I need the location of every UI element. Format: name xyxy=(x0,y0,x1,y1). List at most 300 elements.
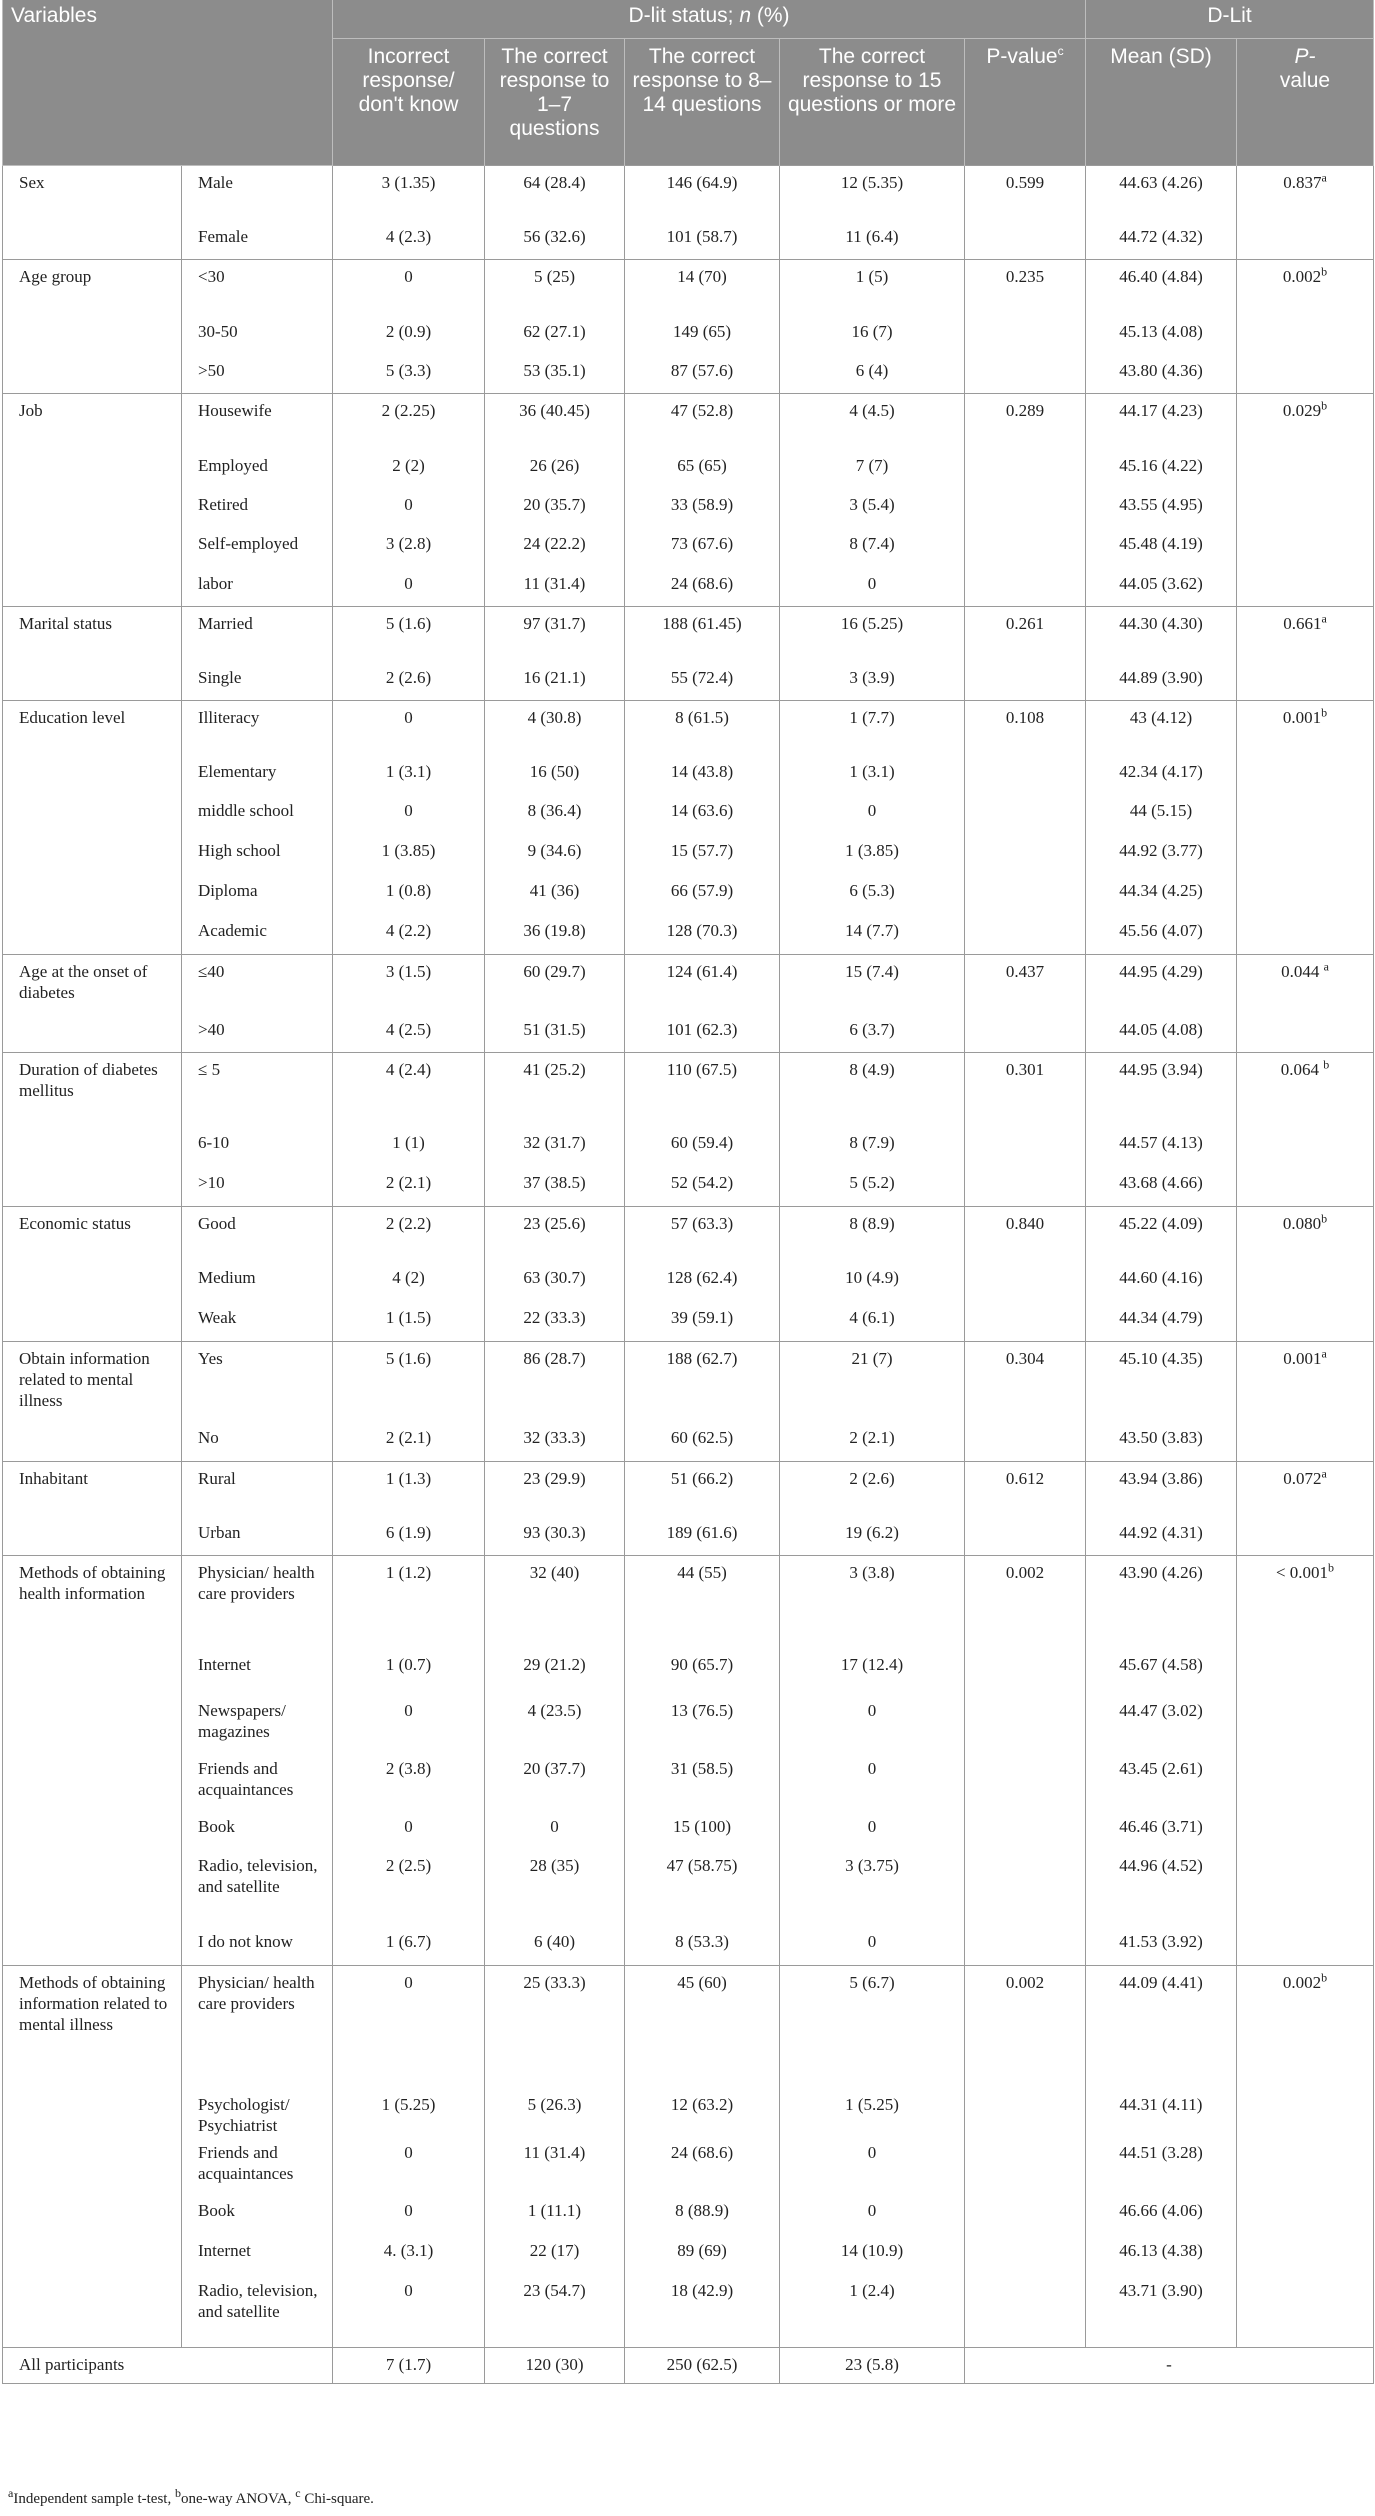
cell-p2-value: 0.661 xyxy=(1283,614,1322,633)
cell-15: 8 (7.4) xyxy=(780,527,965,567)
cell-1-7: 23 (54.7) xyxy=(485,2274,625,2348)
table-row xyxy=(3,755,1374,794)
cell-p2 xyxy=(1237,1207,1374,1342)
row-sub-label: >10 xyxy=(182,1166,333,1207)
cell-8-14: 188 (62.7) xyxy=(625,1342,780,1421)
row-sub-label: Housewife xyxy=(182,394,333,449)
cell-pvalue: 0.612 xyxy=(965,1462,1086,1556)
cell-8-14: 18 (42.9) xyxy=(625,2274,780,2348)
row-group-label: Sex xyxy=(3,166,182,260)
dlit-table xyxy=(2,0,1374,2384)
cell-pvalue: 0.289 xyxy=(965,394,1086,607)
cell-incorrect: 0 xyxy=(333,794,485,834)
cell-1-7: 63 (30.7) xyxy=(485,1261,625,1301)
cell-incorrect: 1 (1.5) xyxy=(333,1301,485,1342)
table-row xyxy=(3,1810,1374,1849)
cell-1-7: 64 (28.4) xyxy=(485,166,625,220)
table-row xyxy=(3,1694,1374,1752)
cell-incorrect: 5 (1.6) xyxy=(333,607,485,661)
row-sub-label: Radio, television, and satellite xyxy=(182,2274,333,2348)
footnote-a-text: Independent sample t-test, xyxy=(13,2491,175,2507)
table-row xyxy=(3,1849,1374,1925)
cell-incorrect: 4 (2.3) xyxy=(333,220,485,260)
table-body xyxy=(3,166,1374,2384)
cell-p2 xyxy=(1237,1556,1374,1966)
cell-8-14: 24 (68.6) xyxy=(625,2136,780,2194)
cell-1-7: 28 (35) xyxy=(485,1849,625,1925)
cell-8-14: 128 (62.4) xyxy=(625,1261,780,1301)
cell-8-14: 51 (66.2) xyxy=(625,1462,780,1516)
cell-mean: 44.31 (4.11) xyxy=(1086,2088,1237,2136)
table-row xyxy=(3,220,1374,260)
footnote-a-sup: a xyxy=(8,2486,14,2500)
cell-mean: 45.56 (4.07) xyxy=(1086,914,1237,955)
cell-1-7: 41 (25.2) xyxy=(485,1053,625,1126)
table-row xyxy=(3,1556,1374,1648)
cell-15: 6 (5.3) xyxy=(780,874,965,914)
row-sub-label: Academic xyxy=(182,914,333,955)
table-row xyxy=(3,1166,1374,1207)
cell-pvalue: 0.301 xyxy=(965,1053,1086,1207)
table-row xyxy=(3,874,1374,914)
cell-incorrect: 0 xyxy=(333,701,485,755)
cell-incorrect: 4. (3.1) xyxy=(333,2234,485,2274)
cell-15: 5 (5.2) xyxy=(780,1166,965,1207)
row-sub-label: Medium xyxy=(182,1261,333,1301)
cell-8-14: 14 (63.6) xyxy=(625,794,780,834)
row-sub-label: >50 xyxy=(182,354,333,394)
cell-mean: 44.89 (3.90) xyxy=(1086,661,1237,701)
cell-8-14: 15 (100) xyxy=(625,1810,780,1849)
header-8-14: The correct response to 8–14 questions xyxy=(625,39,780,166)
cell-p2-value: 0.001 xyxy=(1282,708,1322,727)
cell-p2-sup: a xyxy=(1321,1346,1327,1361)
table-row xyxy=(3,567,1374,607)
cell-p2-sup: b xyxy=(1328,1560,1335,1575)
table-row xyxy=(3,914,1374,955)
cell-incorrect: 0 xyxy=(333,1694,485,1752)
cell-incorrect: 1 (5.25) xyxy=(333,2088,485,2136)
cell-15: 2 (2.1) xyxy=(780,1421,965,1462)
cell-1-7: 60 (29.7) xyxy=(485,955,625,1013)
cell-15: 1 (5) xyxy=(780,260,965,315)
row-sub-label: Employed xyxy=(182,449,333,488)
cell-8-14: 66 (57.9) xyxy=(625,874,780,914)
cell-p2-sup: b xyxy=(1321,1970,1328,1985)
row-sub-label: Psychologist/ Psychiatrist xyxy=(182,2088,333,2136)
cell-mean: 46.40 (4.84) xyxy=(1086,260,1237,315)
cell-8-14: 44 (55) xyxy=(625,1556,780,1648)
row-sub-label: Female xyxy=(182,220,333,260)
cell-15: 17 (12.4) xyxy=(780,1648,965,1694)
row-sub-label: Weak xyxy=(182,1301,333,1342)
cell-15: 12 (5.35) xyxy=(780,166,965,220)
cell-1-7: 62 (27.1) xyxy=(485,315,625,354)
cell-15: 7 (7) xyxy=(780,449,965,488)
cell-1-7: 53 (35.1) xyxy=(485,354,625,394)
table-row xyxy=(3,1462,1374,1516)
header-variables: Variables xyxy=(3,0,333,166)
cell-15: 2 (2.6) xyxy=(780,1462,965,1516)
cell-incorrect: 5 (1.6) xyxy=(333,1342,485,1421)
cell-p2 xyxy=(1237,1342,1374,1462)
cell-8-14: 13 (76.5) xyxy=(625,1694,780,1752)
cell-incorrect: 2 (0.9) xyxy=(333,315,485,354)
cell-incorrect: 2 (2.5) xyxy=(333,1849,485,1925)
table-row xyxy=(3,1126,1374,1166)
table-row xyxy=(3,834,1374,874)
row-sub-label: Newspapers/ magazines xyxy=(182,1694,333,1752)
cell-1-7: 41 (36) xyxy=(485,874,625,914)
cell-mean: 43.90 (4.26) xyxy=(1086,1556,1237,1648)
cell-15: 0 xyxy=(780,2194,965,2234)
cell-incorrect: 5 (3.3) xyxy=(333,354,485,394)
cell-p2 xyxy=(1237,166,1374,260)
cell-15: 1 (2.4) xyxy=(780,2274,965,2348)
cell-incorrect: 2 (2.1) xyxy=(333,1421,485,1462)
cell-15: 8 (4.9) xyxy=(780,1053,965,1126)
header-dlit-status xyxy=(333,0,1086,39)
cell-15: 1 (3.85) xyxy=(780,834,965,874)
cell-15: 16 (7) xyxy=(780,315,965,354)
header-incorrect: Incorrect response/ don't know xyxy=(333,39,485,166)
row-group-label: Methods of obtaining information related to mental illness xyxy=(3,1966,182,2348)
cell-p2-sup: b xyxy=(1321,264,1328,279)
row-sub-label: <30 xyxy=(182,260,333,315)
cell-p2-sup: a xyxy=(1321,1466,1327,1481)
cell-p2-value: 0.002 xyxy=(1282,1973,1322,1992)
cell-1-7: 22 (17) xyxy=(485,2234,625,2274)
cell-mean: 44.95 (4.29) xyxy=(1086,955,1237,1013)
header-pvalue-sup: c xyxy=(1057,44,1064,58)
table-row xyxy=(3,661,1374,701)
cell-mean: 44.05 (3.62) xyxy=(1086,567,1237,607)
row-group-label: Job xyxy=(3,394,182,607)
cell-8-14: 73 (67.6) xyxy=(625,527,780,567)
row-sub-label: Male xyxy=(182,166,333,220)
cell-incorrect: 2 (2.25) xyxy=(333,394,485,449)
row-sub-label: Rural xyxy=(182,1462,333,1516)
cell-p2-value: 0.064 xyxy=(1280,1060,1324,1079)
cell-incorrect: 2 (2.1) xyxy=(333,1166,485,1207)
cell-8-14: 189 (61.6) xyxy=(625,1516,780,1556)
cell-p2 xyxy=(1237,394,1374,607)
row-sub-label: 6-10 xyxy=(182,1126,333,1166)
cell-8-14: 39 (59.1) xyxy=(625,1301,780,1342)
row-group-label: Education level xyxy=(3,701,182,955)
row-sub-label: Friends and acquaintances xyxy=(182,2136,333,2194)
cell-incorrect: 4 (2) xyxy=(333,1261,485,1301)
header-dlit: D-Lit xyxy=(1086,0,1374,39)
header-1-7: The correct response to 1–7 questions xyxy=(485,39,625,166)
cell-8-14: 33 (58.9) xyxy=(625,488,780,527)
cell-15: 0 xyxy=(780,567,965,607)
table-row xyxy=(3,701,1374,755)
row-sub-label: Single xyxy=(182,661,333,701)
cell-pvalue: 0.437 xyxy=(965,955,1086,1053)
cell-15: 8 (8.9) xyxy=(780,1207,965,1261)
table-row xyxy=(3,449,1374,488)
cell-8-14: 60 (59.4) xyxy=(625,1126,780,1166)
table-row xyxy=(3,2136,1374,2194)
cell-mean: 43 (4.12) xyxy=(1086,701,1237,755)
cell-15: 1 (3.1) xyxy=(780,755,965,794)
row-sub-label: labor xyxy=(182,567,333,607)
table-header xyxy=(3,0,1374,166)
cell-pvalue: 0.108 xyxy=(965,701,1086,955)
cell-1-7: 37 (38.5) xyxy=(485,1166,625,1207)
cell-8-14: 45 (60) xyxy=(625,1966,780,2088)
header-pvalue-text: P-value xyxy=(986,45,1058,68)
footnote-b-sup: b xyxy=(174,2486,181,2500)
cell-mean: 44 (5.15) xyxy=(1086,794,1237,834)
cell-incorrect: 3 (2.8) xyxy=(333,527,485,567)
cell-8-14: 124 (61.4) xyxy=(625,955,780,1013)
table-row xyxy=(3,1516,1374,1556)
table-row xyxy=(3,1648,1374,1694)
row-sub-label: >40 xyxy=(182,1013,333,1053)
row-sub-label: ≤ 5 xyxy=(182,1053,333,1126)
cell-mean: 44.63 (4.26) xyxy=(1086,166,1237,220)
table-row xyxy=(3,166,1374,220)
cell-8-14: 188 (61.45) xyxy=(625,607,780,661)
table-row xyxy=(3,354,1374,394)
cell-15: 3 (3.8) xyxy=(780,1556,965,1648)
cell-1-7: 16 (21.1) xyxy=(485,661,625,701)
cell-incorrect: 0 xyxy=(333,2274,485,2348)
cell-p2-sup: a xyxy=(1321,170,1327,185)
header-pvalue xyxy=(965,39,1086,166)
row-sub-label: Book xyxy=(182,2194,333,2234)
cell-8-14: 146 (64.9) xyxy=(625,166,780,220)
cell-1-7: 6 (40) xyxy=(485,1925,625,1966)
cell-pvalue: 0.261 xyxy=(965,607,1086,701)
cell-incorrect: 1 (1.2) xyxy=(333,1556,485,1648)
table-row xyxy=(3,527,1374,567)
cell-8-14: 250 (62.5) xyxy=(625,2348,780,2384)
cell-15: 0 xyxy=(780,1810,965,1849)
cell-mean: 46.66 (4.06) xyxy=(1086,2194,1237,2234)
cell-1-7: 32 (33.3) xyxy=(485,1421,625,1462)
cell-1-7: 5 (25) xyxy=(485,260,625,315)
table-row xyxy=(3,1301,1374,1342)
cell-p2 xyxy=(1237,260,1374,394)
cell-8-14: 90 (65.7) xyxy=(625,1648,780,1694)
cell-8-14: 8 (88.9) xyxy=(625,2194,780,2234)
cell-15: 1 (5.25) xyxy=(780,2088,965,2136)
cell-p2-value: 0.080 xyxy=(1282,1214,1322,1233)
table-row xyxy=(3,1013,1374,1053)
table-row xyxy=(3,1053,1374,1126)
header-15: The correct response to 15 questions or more xyxy=(780,39,965,166)
cell-15: 23 (5.8) xyxy=(780,2348,965,2384)
cell-incorrect: 4 (2.5) xyxy=(333,1013,485,1053)
cell-mean: 44.57 (4.13) xyxy=(1086,1126,1237,1166)
cell-15: 19 (6.2) xyxy=(780,1516,965,1556)
cell-p2-sup: b xyxy=(1321,705,1328,720)
header-p-value: value xyxy=(1279,69,1331,92)
table-row xyxy=(3,2088,1374,2136)
cell-15: 21 (7) xyxy=(780,1342,965,1421)
table-row xyxy=(3,2274,1374,2348)
header-dlit-status-pct: (%) xyxy=(751,4,790,27)
header-dlit-status-text: D-lit status; xyxy=(628,4,740,27)
cell-8-14: 89 (69) xyxy=(625,2234,780,2274)
cell-mean: 44.72 (4.32) xyxy=(1086,220,1237,260)
cell-mean: 44.34 (4.25) xyxy=(1086,874,1237,914)
cell-1-7: 26 (26) xyxy=(485,449,625,488)
cell-8-14: 57 (63.3) xyxy=(625,1207,780,1261)
row-group-label: Obtain information related to mental illness xyxy=(3,1342,182,1462)
cell-15: 0 xyxy=(780,1752,965,1810)
cell-15: 4 (6.1) xyxy=(780,1301,965,1342)
cell-p2 xyxy=(1237,1053,1374,1207)
cell-incorrect: 4 (2.2) xyxy=(333,914,485,955)
cell-8-14: 15 (57.7) xyxy=(625,834,780,874)
cell-mean: 44.05 (4.08) xyxy=(1086,1013,1237,1053)
cell-mean: 44.95 (3.94) xyxy=(1086,1053,1237,1126)
cell-pvalue: 0.235 xyxy=(965,260,1086,394)
cell-15: 3 (3.75) xyxy=(780,1849,965,1925)
cell-15: 8 (7.9) xyxy=(780,1126,965,1166)
cell-15: 5 (6.7) xyxy=(780,1966,965,2088)
row-sub-label: ≤40 xyxy=(182,955,333,1013)
cell-mean: 44.92 (3.77) xyxy=(1086,834,1237,874)
cell-1-7: 11 (31.4) xyxy=(485,2136,625,2194)
row-sub-label: Physician/ health care providers xyxy=(182,1556,333,1648)
cell-15: 6 (3.7) xyxy=(780,1013,965,1053)
cell-1-7: 4 (23.5) xyxy=(485,1694,625,1752)
cell-1-7: 36 (19.8) xyxy=(485,914,625,955)
cell-mean: 44.34 (4.79) xyxy=(1086,1301,1237,1342)
table-row xyxy=(3,1752,1374,1810)
cell-mean: 46.46 (3.71) xyxy=(1086,1810,1237,1849)
cell-1-7: 8 (36.4) xyxy=(485,794,625,834)
row-sub-label: Book xyxy=(182,1810,333,1849)
cell-8-14: 14 (43.8) xyxy=(625,755,780,794)
cell-mean: 42.34 (4.17) xyxy=(1086,755,1237,794)
cell-mean: 43.50 (3.83) xyxy=(1086,1421,1237,1462)
cell-mean: 45.10 (4.35) xyxy=(1086,1342,1237,1421)
cell-8-14: 47 (58.75) xyxy=(625,1849,780,1925)
cell-1-7: 86 (28.7) xyxy=(485,1342,625,1421)
header-mean: Mean (SD) xyxy=(1086,39,1237,166)
cell-p2-value: < 0.001 xyxy=(1275,1563,1329,1582)
row-sub-label: High school xyxy=(182,834,333,874)
cell-1-7: 20 (37.7) xyxy=(485,1752,625,1810)
table-row-all xyxy=(3,2348,1374,2384)
cell-incorrect: 2 (2) xyxy=(333,449,485,488)
cell-1-7: 20 (35.7) xyxy=(485,488,625,527)
table-row xyxy=(3,394,1374,449)
cell-1-7: 22 (33.3) xyxy=(485,1301,625,1342)
cell-pvalue: 0.304 xyxy=(965,1342,1086,1462)
row-sub-label: 30-50 xyxy=(182,315,333,354)
header-dlit-status-n: n xyxy=(739,4,752,27)
row-sub-label: I do not know xyxy=(182,1925,333,1966)
cell-8-14: 101 (58.7) xyxy=(625,220,780,260)
cell-1-7: 24 (22.2) xyxy=(485,527,625,567)
cell-p2 xyxy=(1237,1462,1374,1556)
cell-15: 14 (7.7) xyxy=(780,914,965,955)
table-row xyxy=(3,1925,1374,1966)
row-group-label: Methods of obtaining health information xyxy=(3,1556,182,1966)
cell-8-14: 110 (67.5) xyxy=(625,1053,780,1126)
cell-mean: 43.80 (4.36) xyxy=(1086,354,1237,394)
cell-incorrect: 1 (3.1) xyxy=(333,755,485,794)
cell-8-14: 60 (62.5) xyxy=(625,1421,780,1462)
cell-p2-value: 0.029 xyxy=(1282,401,1322,420)
cell-1-7: 32 (31.7) xyxy=(485,1126,625,1166)
cell-mean: 44.51 (3.28) xyxy=(1086,2136,1237,2194)
cell-1-7: 5 (26.3) xyxy=(485,2088,625,2136)
cell-mean: 45.67 (4.58) xyxy=(1086,1648,1237,1694)
cell-mean: 45.48 (4.19) xyxy=(1086,527,1237,567)
footnote-c-sup: c xyxy=(295,2486,301,2500)
cell-8-14: 101 (62.3) xyxy=(625,1013,780,1053)
cell-incorrect: 1 (3.85) xyxy=(333,834,485,874)
table-row xyxy=(3,1342,1374,1421)
cell-1-7: 0 xyxy=(485,1810,625,1849)
cell-15: 10 (4.9) xyxy=(780,1261,965,1301)
cell-mean: 43.94 (3.86) xyxy=(1086,1462,1237,1516)
row-sub-label: Married xyxy=(182,607,333,661)
cell-p2-value: 0.002 xyxy=(1282,267,1322,286)
row-sub-label: middle school xyxy=(182,794,333,834)
cell-mean: 44.96 (4.52) xyxy=(1086,1849,1237,1925)
row-sub-label: Diploma xyxy=(182,874,333,914)
cell-incorrect: 4 (2.4) xyxy=(333,1053,485,1126)
cell-pvalue: 0.002 xyxy=(965,1556,1086,1966)
cell-mean: 44.17 (4.23) xyxy=(1086,394,1237,449)
cell-15: 0 xyxy=(780,2136,965,2194)
cell-mean: 43.45 (2.61) xyxy=(1086,1752,1237,1810)
cell-incorrect: 1 (0.8) xyxy=(333,874,485,914)
table-row xyxy=(3,955,1374,1013)
row-group-label: Inhabitant xyxy=(3,1462,182,1556)
cell-8-14: 14 (70) xyxy=(625,260,780,315)
cell-1-7: 120 (30) xyxy=(485,2348,625,2384)
cell-8-14: 24 (68.6) xyxy=(625,567,780,607)
row-sub-label: Radio, television, and satellite xyxy=(182,1849,333,1925)
cell-1-7: 25 (33.3) xyxy=(485,1966,625,2088)
cell-15: 15 (7.4) xyxy=(780,955,965,1013)
table-row xyxy=(3,2194,1374,2234)
cell-p2-sup: b xyxy=(1321,1211,1328,1226)
cell-incorrect: 7 (1.7) xyxy=(333,2348,485,2384)
cell-mean: 44.60 (4.16) xyxy=(1086,1261,1237,1301)
cell-incorrect: 0 xyxy=(333,2194,485,2234)
cell-p2 xyxy=(1237,701,1374,955)
table-row xyxy=(3,1966,1374,2088)
table-row xyxy=(3,794,1374,834)
cell-8-14: 149 (65) xyxy=(625,315,780,354)
cell-incorrect: 0 xyxy=(333,1810,485,1849)
row-group-label: Age at the onset of diabetes xyxy=(3,955,182,1053)
cell-incorrect: 1 (1.3) xyxy=(333,1462,485,1516)
cell-pvalue: 0.840 xyxy=(965,1207,1086,1342)
cell-15: 0 xyxy=(780,794,965,834)
cell-p2-sup: b xyxy=(1323,1057,1330,1072)
cell-p2-value: 0.837 xyxy=(1283,173,1322,192)
cell-p2 xyxy=(1237,1966,1374,2348)
cell-15: 14 (10.9) xyxy=(780,2234,965,2274)
cell-1-7: 97 (31.7) xyxy=(485,607,625,661)
cell-p2-sup: a xyxy=(1323,959,1329,974)
cell-incorrect: 0 xyxy=(333,488,485,527)
cell-1-7: 16 (50) xyxy=(485,755,625,794)
row-sub-label: No xyxy=(182,1421,333,1462)
